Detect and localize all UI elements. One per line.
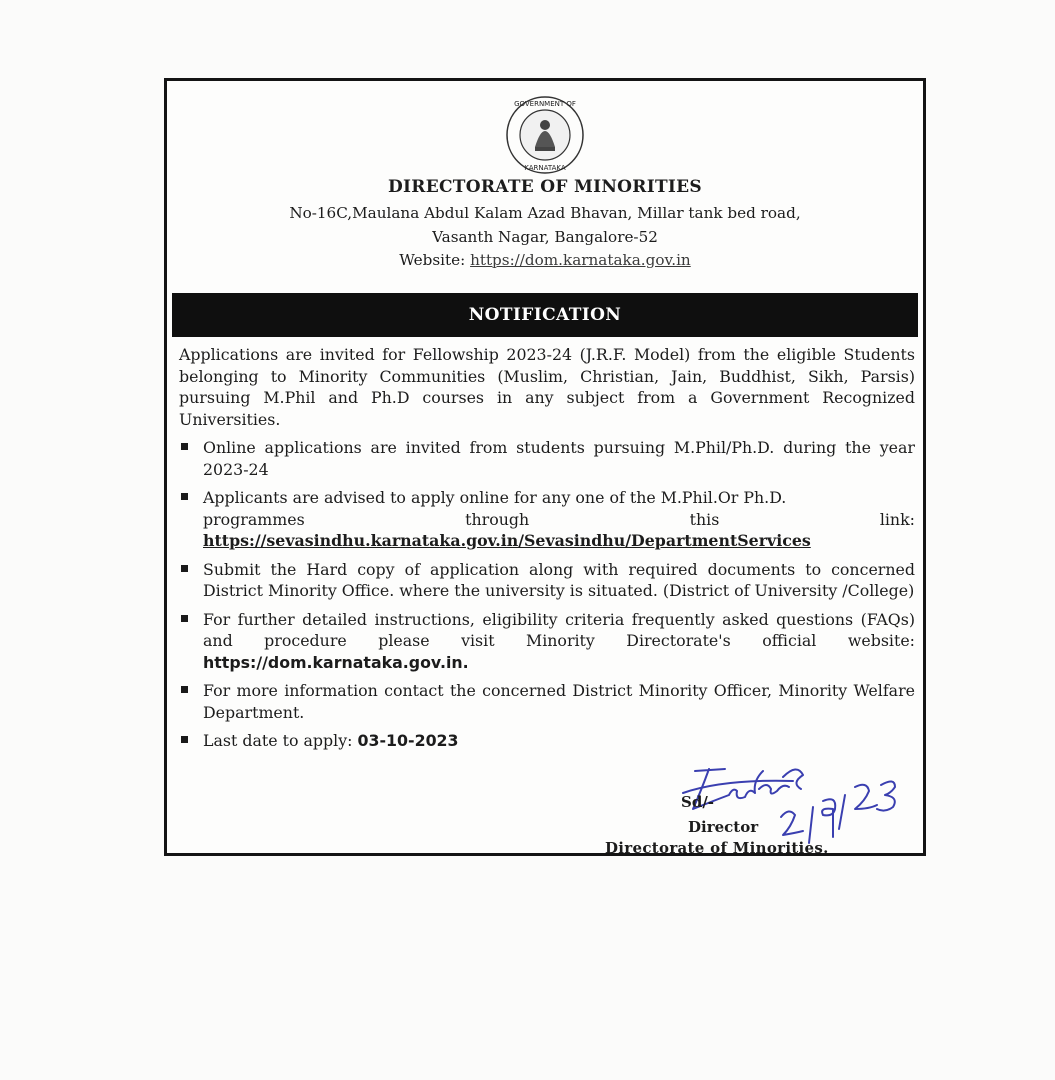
handwritten-signature [673,751,923,851]
word-this: this [689,509,720,529]
last-date-label: Last date to apply: [203,731,353,750]
address-line-2: Vasanth Nagar, Bangalore-52 [432,228,658,246]
instruction-list [179,437,915,759]
list-item [179,487,915,552]
intro-paragraph: Applications are invited for Fellowship 2023-24 (J.R.F. Model) from the eligible Students belonging to Minority Communities (Muslim, Christian, Jain, Buddhist, Sikh, Parsis) pursuing M.Phil and Ph.D courses in any subject from a Government Recognized Universities. [179,345,915,429]
notification-banner: NOTIFICATION [172,293,918,337]
list-item [179,609,915,674]
dom-website-link[interactable]: https://dom.karnataka.gov.in. [203,652,469,672]
word-programmes: programmes [203,509,305,529]
sd-label: Sd/- [681,793,715,811]
list-item [179,437,915,480]
bullet-further-instructions: For further detailed instructions, eligibility criteria frequently asked questions (FAQs) and procedure please visit Minority Directorate's official website: [203,609,915,650]
website-link[interactable]: https://dom.karnataka.gov.in [470,251,691,269]
bullet-more-information: For more information contact the concerned District Minority Officer, Minority Welfare Department. [203,681,915,722]
notification-document [164,78,926,856]
list-item [179,559,915,602]
bullet-apply-online-text: Applicants are advised to apply online for any one of the M.Phil.Or Ph.D. [203,488,787,507]
bullet-online-applications: Online applications are invited from students pursuing M.Phil/Ph.D. during the year 2023-24 [203,438,915,479]
website-label: Website: [399,251,466,269]
address-line-1: No-16C,Maulana Abdul Kalam Azad Bhavan, Millar tank bed road, [289,204,801,222]
list-item [179,680,915,723]
word-link: link: [879,509,915,529]
bullet-square-icon [181,565,188,572]
website-line [167,251,923,269]
last-date-value: 03-10-2023 [357,731,459,750]
list-item [179,730,915,752]
emblem-ring-bottom-text: KARNATAKA [524,164,566,172]
signatory-designation: Director [688,818,759,836]
bullet-apply-online-spread [203,509,915,531]
emblem-ring-top-text: GOVERNMENT OF [514,100,576,108]
bullet-hard-copy: Submit the Hard copy of application along with required documents to concerned District Minority Office. where the university is situated. (District of University /College) [203,559,915,600]
bullet-square-icon [181,686,188,693]
sevasindhu-link[interactable]: https://sevasindhu.karnataka.gov.in/Sevasindhu/DepartmentServices [203,531,811,550]
bullet-square-icon [181,493,188,500]
bullet-square-icon [181,615,188,622]
bullet-square-icon [181,443,188,450]
organization-name: DIRECTORATE OF MINORITIES [387,177,702,197]
word-through: through [465,509,530,529]
signatory-department: Directorate of Minorities. [605,839,829,857]
karnataka-government-emblem-icon [505,95,585,175]
bullet-square-icon [181,736,188,743]
